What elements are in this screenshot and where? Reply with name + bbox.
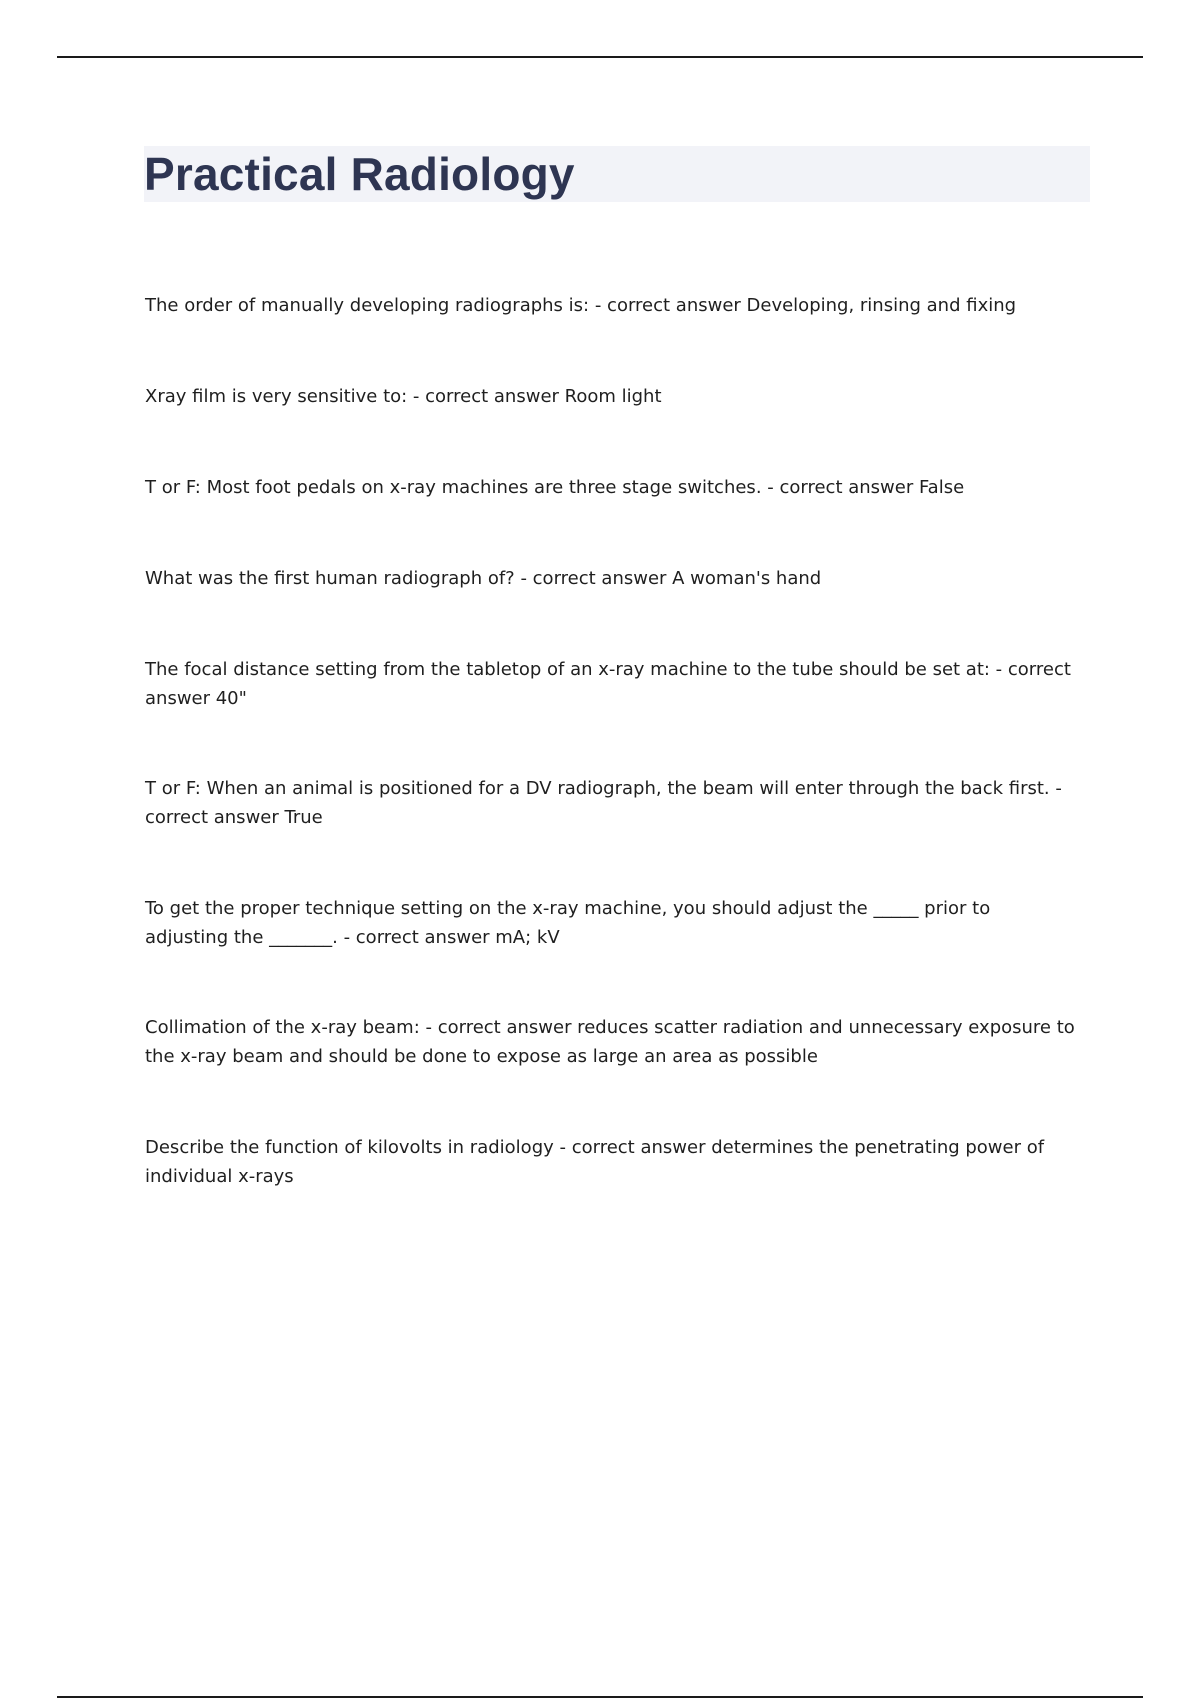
qa-item: T or F: Most foot pedals on x-ray machines are three stage switches. - correct answer False [145, 477, 965, 498]
bottom-rule [57, 1696, 1143, 1698]
page-title: Practical Radiology [144, 148, 575, 200]
qa-item: Describe the function of kilovolts in radiology - correct answer determines the penetrating power of individual x-rays [145, 1137, 1045, 1187]
top-rule [57, 56, 1143, 58]
qa-item: Xray film is very sensitive to: - correct answer Room light [145, 386, 662, 407]
qa-item: What was the first human radiograph of? - correct answer A woman's hand [145, 568, 822, 589]
qa-item: To get the proper technique setting on the x-ray machine, you should adjust the _____ prior to adjusting the _______. - correct answer mA; kV [145, 898, 991, 948]
qa-item: The order of manually developing radiographs is: - correct answer Developing, rinsing and fixing [145, 295, 1017, 316]
qa-item: The focal distance setting from the tabletop of an x-ray machine to the tube should be set at: - correct answer 40" [145, 659, 1071, 709]
qa-item: Collimation of the x-ray beam: - correct answer reduces scatter radiation and unnecessary exposure to the x-ray beam and should be done to expose as large an area as possible [145, 1017, 1075, 1067]
qa-item: T or F: When an animal is positioned for a DV radiograph, the beam will enter through the back first. - correct answer True [145, 778, 1062, 828]
